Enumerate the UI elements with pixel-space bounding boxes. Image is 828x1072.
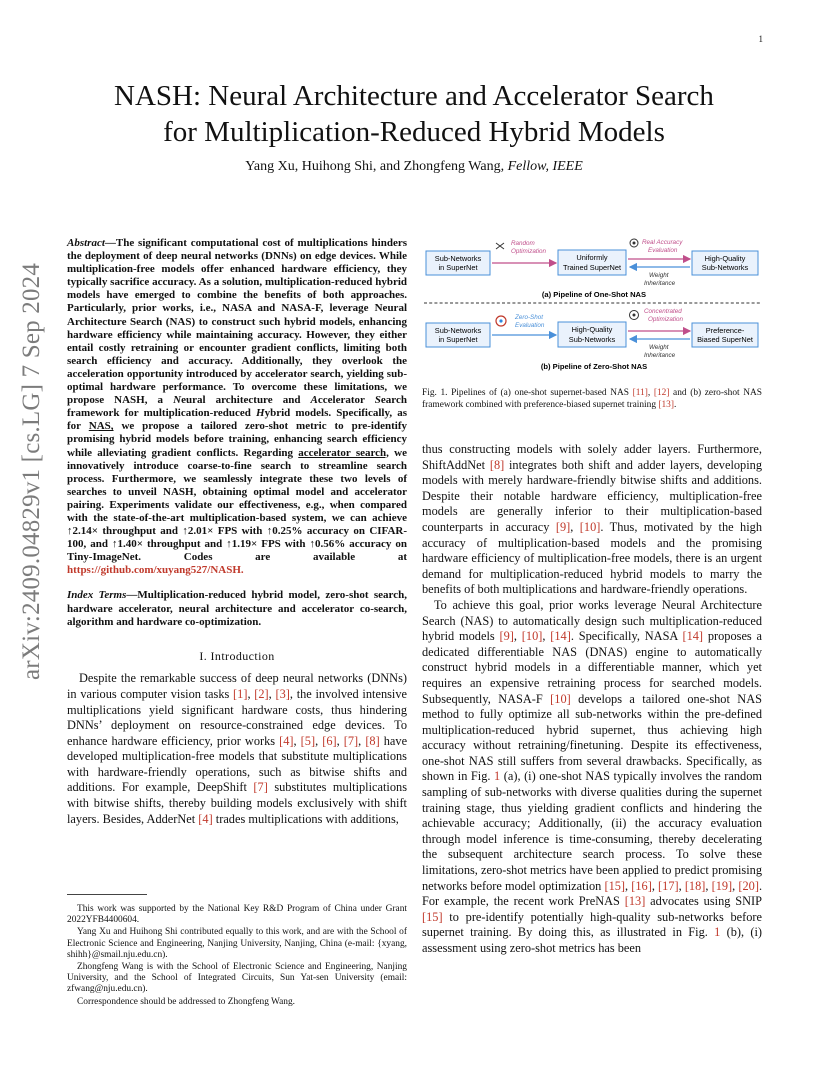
fig-b-box3-line1: Preference-: [705, 326, 745, 335]
citation-link[interactable]: [13]: [658, 400, 674, 410]
abstract-accelerator-underlined: accelerator search,: [298, 446, 389, 459]
text-run: ,: [651, 878, 659, 893]
abstract-letter-n: N: [173, 394, 182, 407]
citation-link[interactable]: [13]: [624, 894, 646, 909]
target-icon: [630, 311, 639, 320]
fig-a-label1-line1: Random: [511, 240, 535, 247]
text-run: integrates both shift and adder layers, developing models with merely hardware-friendly bitwise shifts and additions. Despite their notable hardware efficiency, multiplication-free models are generally inferior to their multiplication-based counterparts in accuracy: [422, 457, 762, 534]
index-terms-dash: —: [126, 589, 138, 602]
fig-a-box3-line2: Sub-Networks: [701, 263, 749, 272]
figure-1: [422, 235, 767, 375]
text-run: , the involved intensive multiplications yield significant hardware costs, thus hindering DNNs’ deployment on resource-constrained edge devices. To enhance hardware efficiency, prior works: [67, 686, 407, 748]
index-terms-label: Index Terms: [67, 589, 127, 602]
text-run: . For example, the recent work PreNAS: [422, 878, 763, 909]
fig-b-box1-line2: in SuperNet: [438, 335, 478, 344]
citation-link[interactable]: [6]: [322, 733, 337, 748]
citation-link[interactable]: [9]: [499, 629, 514, 644]
citation-link[interactable]: 1: [714, 925, 721, 940]
text-run: ,: [647, 388, 654, 398]
right-column: [422, 442, 762, 957]
citation-link[interactable]: [7]: [253, 780, 268, 795]
fig-b-label1-line2: Evaluation: [515, 322, 545, 329]
fig-a-back-line2: Inheritance: [644, 280, 676, 287]
citation-link[interactable]: [7]: [343, 733, 359, 748]
code-link-part-2: com/xuyang527/NASH.: [133, 564, 244, 577]
zero-shot-icon: [496, 316, 506, 326]
footnote-divider: [67, 894, 147, 895]
text-run: ,: [315, 733, 323, 748]
left-column: [67, 237, 407, 827]
code-link-part-1: https://github.: [67, 564, 134, 577]
fig-a-box1-line2: in SuperNet: [438, 263, 478, 272]
citation-link[interactable]: [20]: [738, 878, 759, 893]
text-run: advocates using SNIP: [645, 894, 762, 909]
title-line-2: for Multiplication-Reduced Hybrid Models: [163, 116, 665, 148]
paper-title: [50, 78, 778, 150]
fig-b-box1-line1: Sub-Networks: [434, 326, 482, 335]
text-run: and (b) zero-shot NAS framework combined with preference-biased supernet training: [422, 388, 762, 410]
title-line-1: NASH: Neural Architecture and Accelerator Search: [114, 80, 714, 112]
text-run: . Thus, motivated by the high accuracy of multiplication-based models and the promising hardware efficiency of multiplication-free models, there is an urgent demand for multiplication-reduced hybrid models to marry the benefits of both multiplications and hardware-friendly operations.: [422, 519, 762, 597]
fig-b-box2-line2: Sub-Networks: [568, 335, 616, 344]
abstract-letter-s: S: [374, 394, 381, 407]
text-run: ,: [625, 878, 632, 893]
text-run: develops a tailored one-shot NAS method to fully optimize all sub-networks within the pre-defined multiplication-reduced hybrid supernet, thus achieving high accuracy without retraining/finetuning. Despite its effectiveness, one-shot NAS still suffers from several drawbacks. Specifically, as shown in Fig.: [422, 691, 762, 784]
pipeline-diagram: [422, 235, 767, 375]
text-run: ,: [732, 878, 739, 893]
fig-a-box2-line2: Trained SuperNet: [562, 263, 622, 272]
citation-link[interactable]: [18]: [684, 878, 706, 893]
text-run: . Specifically, NASA: [570, 629, 683, 644]
citation-link[interactable]: [15]: [422, 909, 443, 924]
fig-a-back-line1: Weight: [649, 272, 669, 279]
fig-a-subtitle: (a) Pipeline of One-Shot NAS: [541, 290, 647, 299]
intro-paragraph-1: [67, 671, 407, 827]
citation-link[interactable]: [16]: [631, 878, 652, 893]
fig-a-box2-line1: Uniformly: [576, 253, 608, 262]
page-number: 1: [758, 34, 763, 44]
citation-link[interactable]: [4]: [279, 733, 294, 748]
citation-link[interactable]: 1: [494, 769, 501, 784]
fig-a-label2-line2: Evaluation: [648, 247, 678, 254]
shuffle-icon: [496, 243, 504, 249]
fig-b-box2-line1: High-Quality: [571, 325, 613, 334]
abstract: [67, 237, 407, 577]
fig-b-back-line1: Weight: [649, 344, 669, 351]
text-run: ,: [358, 733, 366, 748]
abstract-text-6: we propose a tailored zero-shot metric to pre-identify promising hybrid models before training, enhancing search efficiency while alleviating gradient conflicts. Regarding: [67, 420, 407, 459]
citation-link[interactable]: [8]: [489, 457, 505, 472]
fig-b-label2-line1: Concentrated: [644, 308, 682, 315]
abstract-dash: —: [104, 237, 116, 249]
citation-link[interactable]: [10]: [550, 691, 571, 706]
code-repository-link[interactable]: [67, 564, 244, 576]
text-run: have developed multiplication-free models that substitute multiplications with hardware-friendly operations, such as bitwise shifts and additions. For example, DeepShift: [67, 733, 408, 795]
footnote-authors: Yang Xu and Huihong Shi contributed equally to this work, and are with the School of Electronic Science and Engineering, Nanjing University, Nanjing, China (e-mail: {xyang, shihh}@smail.nju.edu.cn).: [67, 927, 407, 960]
abstract-text-1: The significant computational cost of multiplications hinders the deployment of deep neural networks (DNNs) on edge devices. While multiplication-free models offer enhanced hardware efficiency, they typically sacrifice accuracy. As a solution, multiplication-reduced hybrid models have emerged to combine the benefits of both approaches. Particularly, prior works, i.e., NASA and NASA-F, leverage Neural Architecture Search (NAS) to construct such hybrid models, enhancing hardware efficiency while maintaining accuracy. However, they either entail costly retraining or encounter gradient conflicts, limiting both search efficiency and accuracy. Additionally, they overlook the acceleration opportunity introduced by accelerator search, yielding sub-optimal hardware performance. To overcome these limitations, we propose NASH, a: [67, 237, 407, 407]
abstract-nas-underlined: NAS,: [88, 420, 114, 433]
evaluation-icon: [630, 239, 638, 247]
citation-link[interactable]: [11]: [632, 388, 648, 398]
text-run: ,: [542, 629, 551, 644]
index-terms-text: Multiplication-reduced hybrid model, zero-shot search, hardware accelerator, neural architecture and accelerator co-search, algorithm and hardware co-optimization.: [67, 589, 407, 628]
abstract-label: Abstract: [67, 237, 105, 249]
fig-a-label2-line1: Real Accuracy: [642, 239, 683, 246]
footnote-funding: This work was supported by the National Key R&D Program of China under Grant 2022YFB4400604.: [67, 904, 407, 926]
text-run: To achieve this goal, prior works leverage Neural Architecture Search (NAS) to automatically design such multiplication-reduced hybrid models: [422, 597, 762, 644]
citation-link[interactable]: [17]: [658, 878, 679, 893]
text-run: ,: [336, 733, 344, 748]
arxiv-identifier[interactable]: arXiv:2409.04829v1 [cs.LG] 7 Sep 2024: [18, 262, 45, 680]
text-run: (b), (i) assessment using zero-shot metrics has been: [422, 925, 762, 955]
citation-link[interactable]: [5]: [300, 733, 316, 748]
text-run: ,: [268, 686, 276, 701]
citation-link[interactable]: [10]: [521, 629, 543, 644]
citation-link[interactable]: [14]: [682, 629, 704, 644]
citation-link[interactable]: [1]: [233, 686, 248, 701]
text-run: ,: [678, 878, 685, 893]
text-run: ,: [570, 519, 580, 534]
text-run: proposes a dedicated differentiable NAS (DNAS) engine to automatically construct hybrid models in a differentiable manner, which yet requires an expensive retraining process for searched models. Subsequently, NASA-F: [422, 629, 763, 706]
figure-1-caption: [422, 387, 762, 411]
citation-link[interactable]: [3]: [275, 686, 290, 701]
footnotes: [67, 904, 407, 1009]
citation-link[interactable]: [8]: [365, 733, 380, 748]
text-run: Fig. 1. Pipelines of (a) one-shot supernet-based NAS: [422, 388, 633, 398]
fig-b-back-line2: Inheritance: [644, 352, 676, 359]
fig-b-subtitle: (b) Pipeline of Zero-Shot NAS: [540, 362, 648, 371]
author-list: [50, 159, 778, 175]
text-run: .: [674, 400, 677, 410]
citation-link[interactable]: [4]: [198, 811, 213, 826]
index-terms: [67, 589, 407, 628]
text-run: thus constructing models with solely adder layers. Furthermore, ShiftAddNet: [422, 442, 762, 472]
text-run: trades multiplications with additions,: [212, 811, 399, 826]
citation-link[interactable]: [2]: [254, 686, 269, 701]
text-run: ,: [513, 629, 522, 644]
fig-b-label2-line2: Optimization: [648, 316, 683, 323]
text-run: substitutes multiplications with bitwise shifts, thereby building models exclusively with shift layers. Besides, AdderNet: [67, 780, 407, 826]
author-names: Yang Xu, Huihong Shi, and Zhongfeng Wang,: [245, 159, 508, 174]
abstract-text-5: ybrid models. Specifically, as for: [67, 407, 408, 433]
fig-a-box3-line1: High-Quality: [704, 254, 746, 263]
fig-a-box1-line1: Sub-Networks: [434, 254, 482, 263]
abstract-letter-a: A: [310, 394, 318, 407]
footnote-correspondence: Correspondence should be addressed to Zhongfeng Wang.: [77, 996, 296, 1007]
section-heading-introduction: I. Introduction: [199, 648, 275, 663]
citation-link[interactable]: [10]: [579, 519, 601, 534]
fig-a-label1-line2: Optimization: [511, 248, 546, 255]
citation-link[interactable]: [14]: [550, 629, 571, 644]
abstract-text-7: we innovatively introduce coarse-to-fine search to streamline search process. Furthermore, we seamlessly integrate these two levels of searches to unveil NASH, obtaining optimal model and accelerator pairing. Experiments validate our effectiveness, e.g., when compared with the state-of-the-art multiplication-based system, we can achieve ↑2.14× throughput and ↑2.01× FPS with ↑0.25% accuracy on CIFAR-100, and ↑1.40× throughput and ↑1.19× FPS with ↑0.56% accuracy on Tiny-ImageNet. Codes are available at: [67, 446, 408, 564]
text-run: (a), (i) one-shot NAS typically involves the random sampling of sub-networks with diverse qualities during the supernet training stage, thus yielding gradient conflicts and hindering the achievable accuracy; Additionally, (ii) the accuracy evaluation through model inference is time-consuming, thereby decelerating the subsequent architecture search process. To solve these limitations, zero-shot metrics have been applied to predict promising networks before model optimization: [422, 769, 762, 893]
right-paragraph-1: [422, 442, 762, 598]
abstract-text-3: ccelerator: [317, 394, 375, 407]
abstract-text-2: eural architecture and: [181, 394, 311, 407]
footnote-affiliation: Zhongfeng Wang is with the School of Electronic Science and Engineering, Nanjing University, and the School of Integrated Circuits, Sun Yat-sen University (email: zfwang@nju.edu.cn).: [67, 962, 407, 995]
right-paragraph-2: [422, 598, 762, 957]
citation-link[interactable]: [12]: [653, 388, 670, 398]
text-run: Despite the remarkable success of deep neural networks (DNNs) in various computer vision tasks: [67, 671, 407, 701]
citation-link[interactable]: [15]: [604, 878, 626, 893]
text-run: ,: [247, 686, 255, 701]
author-affiliation-title: Fellow, IEEE: [507, 159, 583, 174]
text-run: to pre-identify potentially high-quality sub-networks before supernet training. By doing this, as illustrated in Fig.: [422, 909, 762, 940]
text-run: ,: [293, 733, 301, 748]
citation-link[interactable]: [9]: [555, 519, 571, 534]
fig-b-box3-line2: Biased SuperNet: [697, 335, 753, 344]
abstract-text-4: earch framework for multiplication-reduced: [67, 394, 407, 420]
fig-b-label1-line1: Zero-Shot: [515, 314, 543, 321]
abstract-letter-h: H: [256, 407, 265, 420]
citation-link[interactable]: [19]: [711, 878, 733, 893]
text-run: ,: [705, 878, 712, 893]
